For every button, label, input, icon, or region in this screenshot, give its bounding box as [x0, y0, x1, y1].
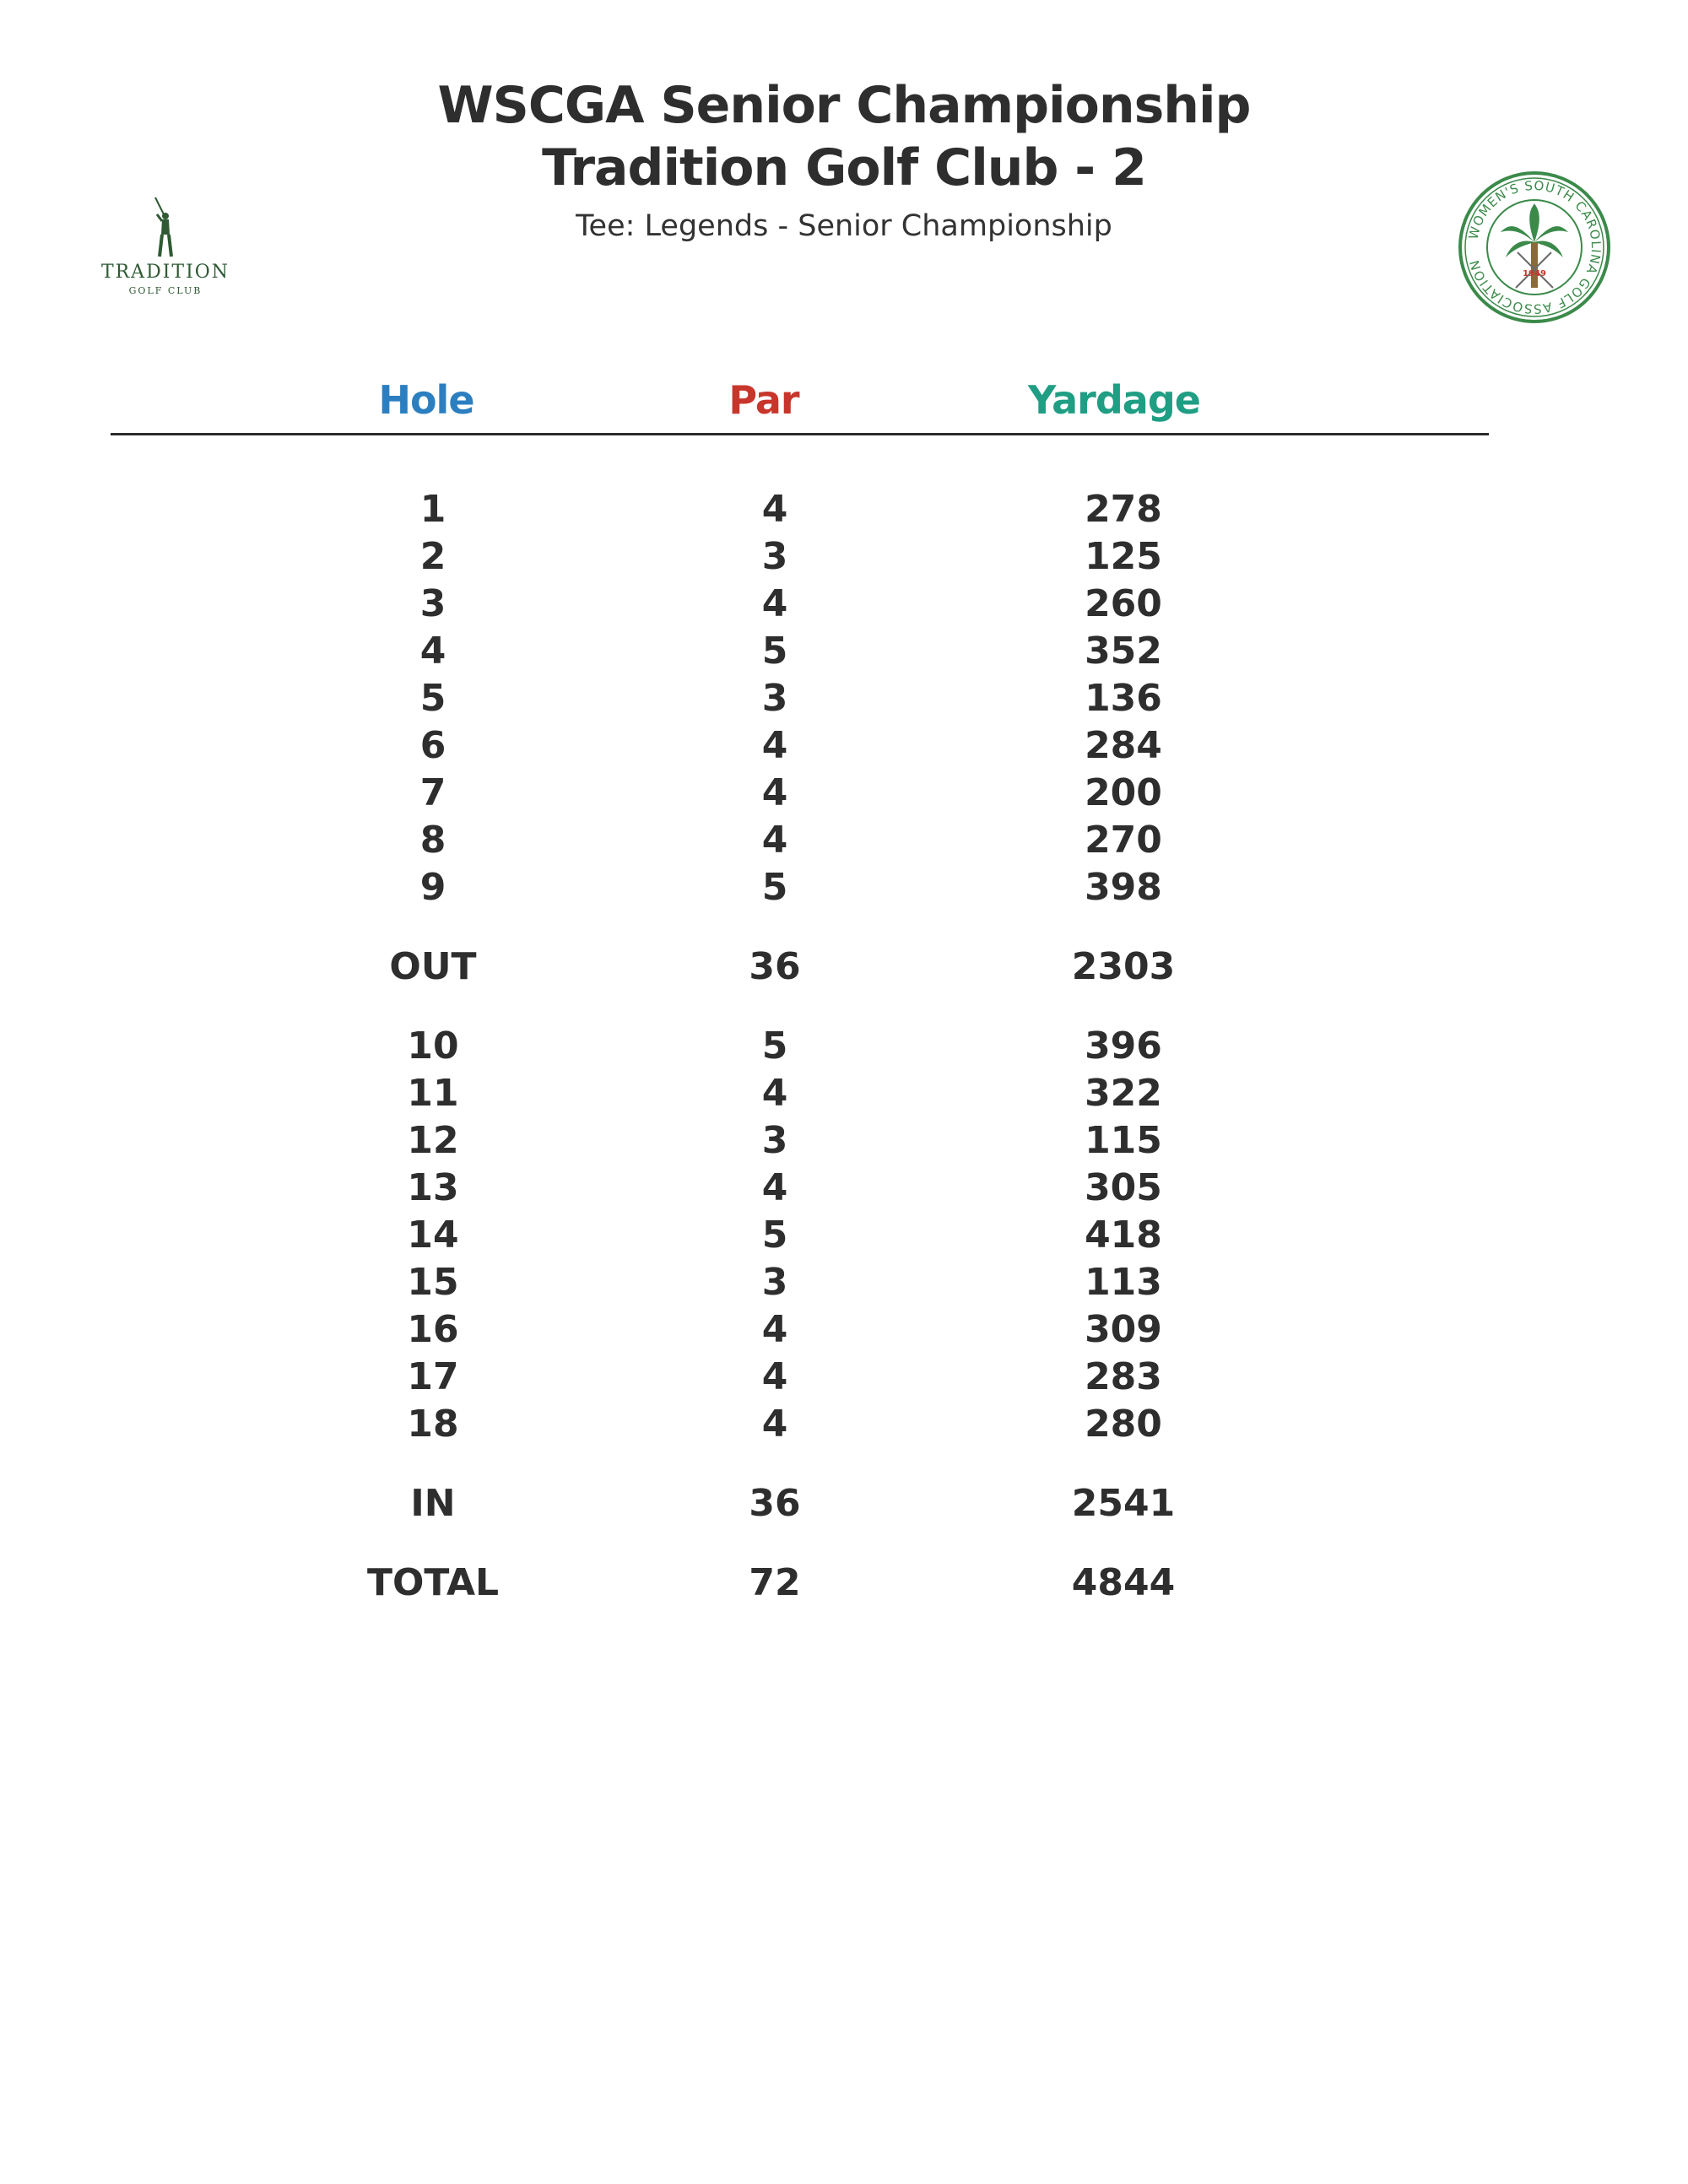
hole-yardage: 270 — [1085, 819, 1162, 862]
out-yardage: 2303 — [1071, 945, 1176, 988]
course-title: Tradition Golf Club - 2 — [542, 138, 1146, 197]
hole-par: 4 — [761, 724, 788, 767]
hole-par: 4 — [761, 819, 788, 862]
out-label: OUT — [389, 945, 477, 988]
header-divider — [111, 433, 1489, 435]
hole-number: 14 — [407, 1214, 459, 1257]
hole-yardage: 278 — [1085, 488, 1162, 531]
hole-number: 2 — [419, 535, 446, 578]
wscga-seal-icon — [1457, 170, 1612, 325]
hole-number: 9 — [419, 866, 446, 909]
hole-yardage: 418 — [1085, 1214, 1162, 1257]
svg-text:1949: 1949 — [1523, 269, 1546, 278]
table-row — [0, 1401, 1688, 1448]
header-yardage: Yardage — [1028, 377, 1200, 423]
tradition-brand-text: TRADITION — [100, 262, 230, 283]
hole-number: 7 — [419, 771, 446, 814]
in-par: 36 — [749, 1482, 801, 1525]
hole-par: 4 — [761, 1403, 788, 1446]
golfer-icon — [149, 196, 182, 258]
out-par: 36 — [749, 945, 801, 988]
table-row — [0, 770, 1688, 817]
in-label: IN — [410, 1482, 456, 1525]
hole-yardage: 352 — [1085, 630, 1162, 673]
hole-number: 5 — [419, 677, 446, 720]
hole-number: 15 — [407, 1261, 459, 1304]
event-title: WSCGA Senior Championship — [437, 76, 1251, 135]
hole-par: 4 — [761, 582, 788, 625]
hole-par: 4 — [761, 1308, 788, 1351]
hole-number: 1 — [419, 488, 446, 531]
out-subtotal-row — [0, 943, 1688, 991]
table-row — [0, 1165, 1688, 1212]
hole-number: 13 — [407, 1166, 459, 1209]
table-header-row — [0, 375, 1688, 425]
hole-par: 4 — [761, 1355, 788, 1398]
hole-par: 3 — [761, 677, 788, 720]
hole-par: 3 — [761, 1119, 788, 1162]
hole-number: 16 — [407, 1308, 459, 1351]
hole-par: 3 — [761, 535, 788, 578]
hole-number: 10 — [407, 1024, 459, 1068]
hole-number: 3 — [419, 582, 446, 625]
hole-yardage: 322 — [1085, 1072, 1162, 1115]
total-par: 72 — [749, 1561, 801, 1604]
table-row — [0, 722, 1688, 770]
wscga-seal-logo — [1457, 170, 1612, 325]
hole-number: 4 — [419, 630, 446, 673]
hole-par: 5 — [761, 1024, 788, 1068]
hole-yardage: 309 — [1085, 1308, 1162, 1351]
header-hole: Hole — [378, 377, 474, 423]
hole-par: 3 — [761, 1261, 788, 1304]
tradition-golf-club-logo — [98, 196, 233, 305]
hole-yardage: 115 — [1085, 1119, 1162, 1162]
table-row — [0, 581, 1688, 628]
hole-par: 4 — [761, 1166, 788, 1209]
table-row — [0, 1259, 1688, 1306]
hole-number: 17 — [407, 1355, 459, 1398]
hole-yardage: 396 — [1085, 1024, 1162, 1068]
total-row — [0, 1560, 1688, 1607]
hole-par: 5 — [761, 1214, 788, 1257]
hole-yardage: 200 — [1085, 771, 1162, 814]
svg-text:WOMEN'S SOUTH CAROLINA GOLF AS: WOMEN'S SOUTH CAROLINA GOLF ASSOCIATION — [1465, 177, 1604, 317]
hole-number: 6 — [419, 724, 446, 767]
hole-yardage: 136 — [1085, 677, 1162, 720]
hole-par: 4 — [761, 771, 788, 814]
title-block — [0, 74, 1688, 246]
hole-yardage: 125 — [1085, 535, 1162, 578]
table-row — [0, 1070, 1688, 1117]
table-row — [0, 864, 1688, 911]
header-par: Par — [728, 377, 799, 423]
hole-yardage: 283 — [1085, 1355, 1162, 1398]
table-row — [0, 533, 1688, 581]
hole-yardage: 398 — [1085, 866, 1162, 909]
table-row — [0, 1023, 1688, 1070]
total-yardage: 4844 — [1071, 1561, 1176, 1604]
table-row — [0, 628, 1688, 675]
hole-number: 8 — [419, 819, 446, 862]
hole-yardage: 280 — [1085, 1403, 1162, 1446]
hole-number: 12 — [407, 1119, 459, 1162]
hole-par: 4 — [761, 1072, 788, 1115]
tee-subtitle: Tee: Legends - Senior Championship — [576, 209, 1112, 243]
tradition-sub-text: GOLF CLUB — [128, 285, 203, 296]
in-yardage: 2541 — [1071, 1482, 1176, 1525]
table-row — [0, 675, 1688, 722]
table-row — [0, 817, 1688, 864]
hole-number: 11 — [407, 1072, 459, 1115]
hole-yardage: 113 — [1085, 1261, 1162, 1304]
table-row — [0, 1212, 1688, 1259]
hole-yardage: 260 — [1085, 582, 1162, 625]
in-subtotal-row — [0, 1480, 1688, 1527]
table-row — [0, 1354, 1688, 1401]
table-row — [0, 1117, 1688, 1165]
hole-yardage: 305 — [1085, 1166, 1162, 1209]
hole-par: 4 — [761, 488, 788, 531]
hole-par: 5 — [761, 630, 788, 673]
total-label: TOTAL — [366, 1561, 500, 1604]
hole-yardage: 284 — [1085, 724, 1162, 767]
table-row — [0, 486, 1688, 533]
hole-number: 18 — [407, 1403, 459, 1446]
hole-par: 5 — [761, 866, 788, 909]
table-row — [0, 1306, 1688, 1354]
